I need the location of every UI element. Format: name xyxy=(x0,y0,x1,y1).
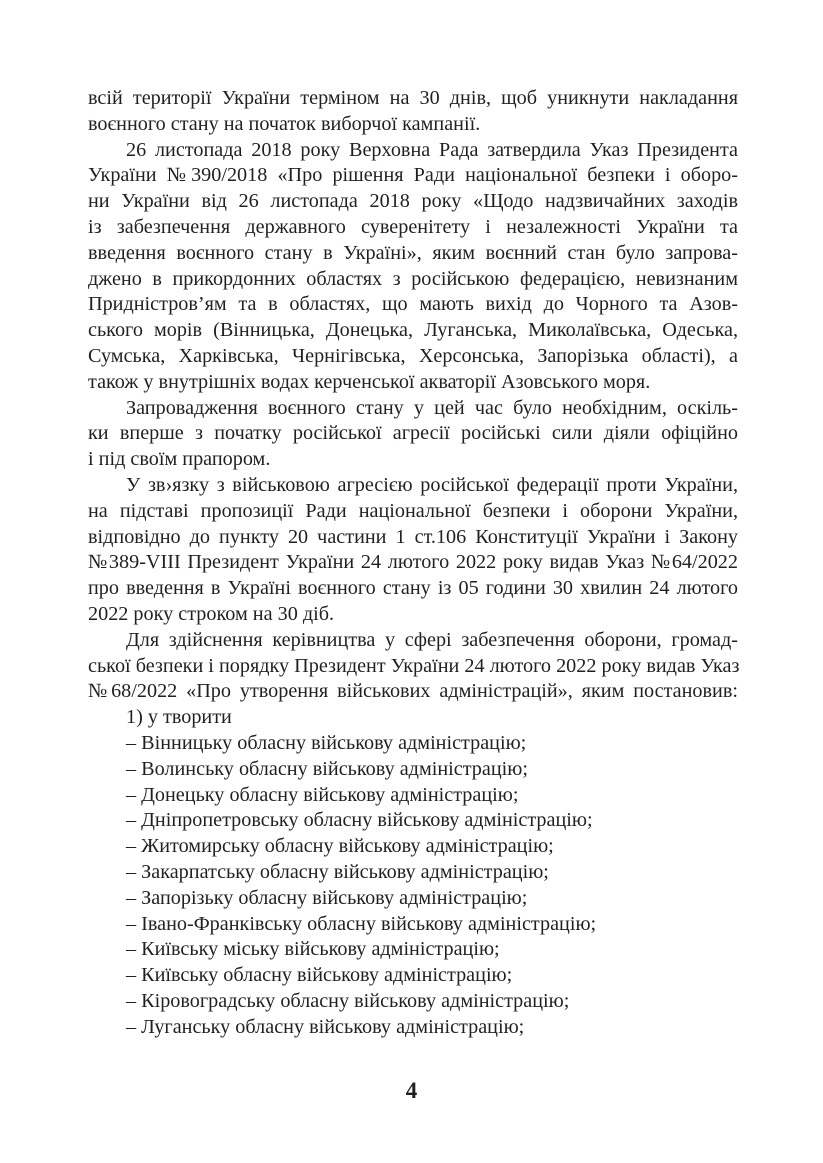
text-line: Для здійснення керівництва у сфері забезпечення оборони, громад- xyxy=(126,628,738,651)
text-line: Сумська, Харківська, Чернігівська, Херсонська, Запорізька області), а xyxy=(88,344,738,367)
paragraph xyxy=(88,628,738,705)
text-line: 26 листопада 2018 року Верховна Рада затвердила Указ Президента xyxy=(126,138,738,161)
administration-list xyxy=(88,705,738,1040)
text-line: ської безпеки і порядку Президент України 24 лютого 2022 року видав Указ xyxy=(88,654,740,677)
list-item: – Житомирську обласну військову адміністрацію; xyxy=(126,835,554,858)
text-line: ки вперше з початку російської агресії російські сили діяли офіційно xyxy=(88,422,738,445)
paragraph xyxy=(88,138,738,396)
list-item: – Запорізьку обласну військову адміністрацію; xyxy=(126,886,528,909)
text-line: на підставі пропозиції Ради національної безпеки і оборони України, xyxy=(88,499,738,522)
list-item: – Кіровоградську обласну військову адміністрацію; xyxy=(126,989,570,1012)
paragraph xyxy=(88,473,738,628)
text-line: відповідно до пункту 20 частини 1 ст.106 Конституції України і Закону xyxy=(88,525,738,548)
text-line: №68/2022 «Про утворення військових адміністрацій», яким постановив: xyxy=(88,680,738,703)
text-line: введення воєнного стану в Україні», яким воєнний стан було запрова- xyxy=(88,241,738,264)
text-line: про введення в Україні воєнного стану із 05 години 30 хвилин 24 лютого xyxy=(88,577,738,600)
list-item: – Закарпатську обласну військову адміністрацію; xyxy=(126,860,549,883)
text-line: Придністров’ям та в областях, що мають вихід до Чорного та Азов- xyxy=(88,293,738,316)
text-line: 2022 року строком на 30 діб. xyxy=(88,602,335,625)
text-line: Запровадження воєнного стану у цей час було необхідним, оскіль- xyxy=(126,396,738,419)
text-line: і під своїм прапором. xyxy=(88,448,271,471)
paragraph xyxy=(88,396,738,473)
text-line: також у внутрішніх водах керченської акваторії Азовського моря. xyxy=(88,370,651,393)
list-item: – Дніпропетровську обласну військову адміністрацію; xyxy=(126,809,593,832)
text-line: У зв›язку з військовою агресією російської федерації проти України, xyxy=(126,473,738,496)
text-line: ського морів (Вінницька, Донецька, Луганська, Миколаївська, Одеська, xyxy=(88,319,738,342)
text-line: №389-VIII Президент України 24 лютого 2022 року видав Указ №64/2022 xyxy=(88,551,738,574)
paragraph xyxy=(88,86,738,138)
text-line: України №390/2018 «Про рішення Ради національної безпеки і оборо- xyxy=(88,164,738,187)
list-item: – Вінницьку обласну військову адміністрацію; xyxy=(126,731,527,754)
text-line: джено в прикордонних областях з російською федерацією, невизнаним xyxy=(88,267,738,290)
page-number: 4 xyxy=(405,1078,418,1103)
list-item: 1) у творити xyxy=(126,706,232,729)
text-line: ни України від 26 листопада 2018 року «Щодо надзвичайних заходів xyxy=(88,190,738,213)
list-item: – Київську обласну військову адміністрацію; xyxy=(126,964,513,987)
list-item: – Луганську обласну військову адміністрацію; xyxy=(126,1015,525,1038)
list-item: – Івано-Франківську обласну військову адміністрацію; xyxy=(126,912,597,935)
body-text xyxy=(88,86,738,1040)
text-line: всій території України терміном на 30 днів, щоб уникнути накладання xyxy=(88,87,738,109)
list-item: – Волинську обласну військову адміністрацію; xyxy=(126,757,528,780)
text-line: із забезпечення державного суверенітету і незалежності України та xyxy=(88,215,738,238)
list-item: – Донецьку обласну військову адміністрацію; xyxy=(126,783,519,806)
list-item: – Київську міську військову адміністрацію; xyxy=(126,938,500,961)
text-line: воєнного стану на початок виборчої кампанії. xyxy=(88,112,481,135)
